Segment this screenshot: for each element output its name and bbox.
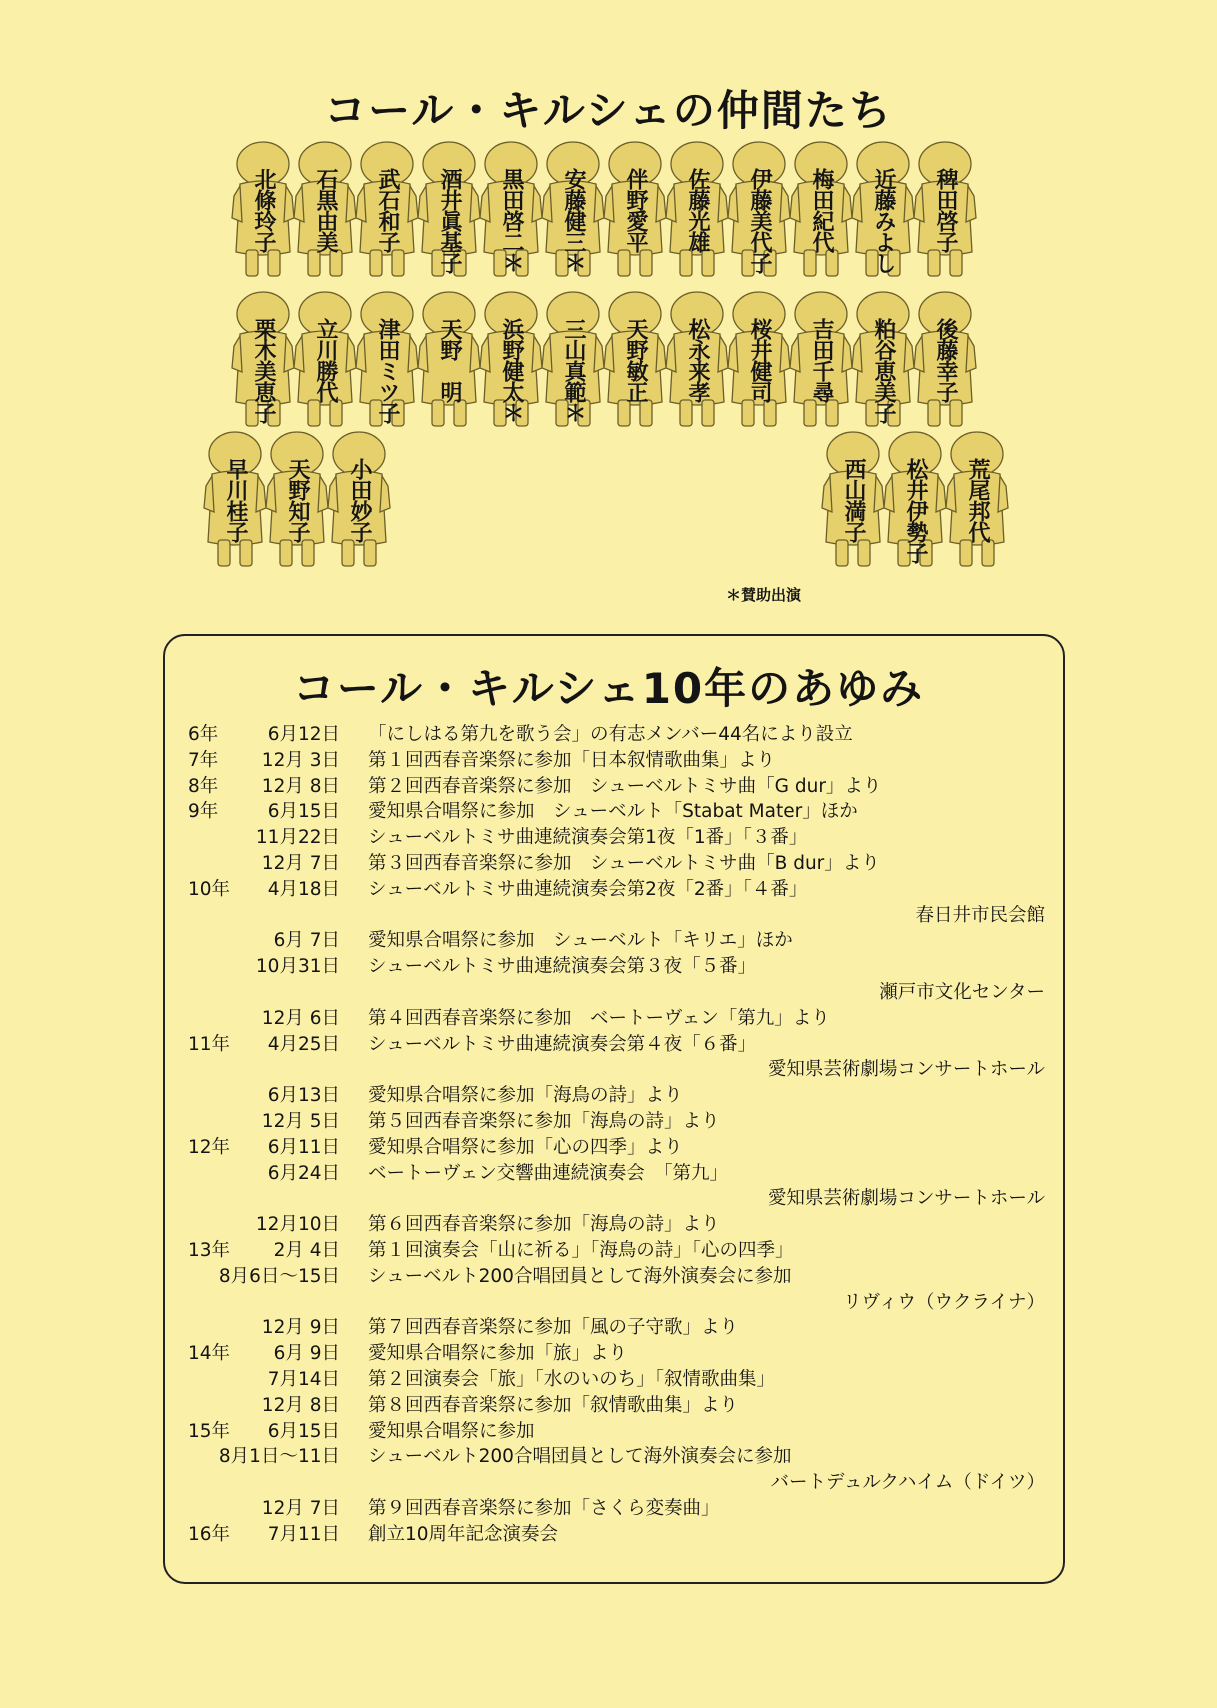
history-event: 愛知県合唱祭に参加「心の四季」より [368, 1136, 683, 1158]
history-date: 6月15日 [267, 1420, 340, 1442]
history-row [0, 1419, 1217, 1445]
history-event: 第８回西春音楽祭に参加「叙情歌曲集」より [368, 1394, 739, 1416]
history-date: 6月11日 [267, 1136, 340, 1158]
history-event: 創立10周年記念演奏会 [368, 1523, 559, 1545]
history-date: 12月 6日 [261, 1007, 340, 1029]
history-row [0, 1186, 1217, 1212]
history-title: コール・キルシェ10年のあゆみ [292, 664, 925, 713]
history-date: 6月 7日 [273, 930, 340, 952]
member-figure [664, 140, 730, 280]
member-figure [202, 430, 268, 570]
history-location: 瀬戸市文化センター [879, 982, 1045, 1003]
member-figure [478, 290, 544, 430]
member-figure [912, 290, 978, 430]
history-row [0, 980, 1217, 1006]
history-row [0, 928, 1217, 954]
history-location: 愛知県芸術劇場コンサートホール [767, 1188, 1045, 1210]
history-event: 第５回西春音楽祭に参加「海鳥の詩」より [368, 1111, 720, 1132]
member-figure [292, 140, 358, 280]
member-name: 梅田紀代 [809, 168, 834, 252]
members-illustration [200, 130, 1050, 610]
member-name: 三山真範＊ [561, 318, 586, 423]
member-name: 安藤健三＊ [561, 168, 586, 273]
history-event: シューベルトミサ曲連続演奏会第2夜「2番」「４番」 [368, 878, 808, 900]
member-name: 酒井眞基子 [437, 168, 462, 273]
history-date: 4月25日 [267, 1033, 340, 1055]
history-row [0, 1367, 1217, 1393]
member-name: 伴野愛平 [623, 168, 648, 252]
history-year: 16年 [188, 1523, 231, 1545]
history-year: 6年 [188, 724, 219, 745]
history-row [0, 722, 1217, 748]
member-figure [850, 140, 916, 280]
member-name: 松井伊勢子 [903, 458, 928, 563]
history-event: シューベルトミサ曲連続演奏会第４夜「６番」 [368, 1033, 757, 1055]
history-date: 12月 3日 [261, 749, 340, 771]
history-event: 第１回西春音楽祭に参加「日本叙情歌曲集」より [368, 749, 776, 771]
history-event: シューベルト200合唱団員として海外演奏会に参加 [368, 1265, 792, 1287]
history-row [0, 1444, 1217, 1470]
history-row [0, 1393, 1217, 1419]
member-figure [292, 290, 358, 430]
member-figure [540, 140, 606, 280]
member-figure [912, 140, 978, 280]
history-date: 6月 9日 [273, 1343, 340, 1365]
history-year: 11年 [188, 1033, 231, 1055]
member-name: 近藤みよし [871, 168, 896, 273]
history-row [0, 1290, 1217, 1316]
member-figure [726, 140, 792, 280]
member-name: 伊藤美代子 [747, 168, 772, 273]
history-row [0, 1522, 1217, 1548]
member-figure [882, 430, 948, 570]
member-figure [602, 140, 668, 280]
member-figure [416, 140, 482, 280]
member-name: 西山満子 [841, 458, 866, 542]
member-name: 稗田啓子 [933, 168, 958, 252]
history-event: ベートーヴェン交響曲連続演奏会 「第九」 [368, 1162, 729, 1184]
history-event: 第７回西春音楽祭に参加「風の子守歌」より [368, 1317, 739, 1339]
history-row [0, 877, 1217, 903]
history-row [0, 1315, 1217, 1341]
history-row [0, 851, 1217, 877]
member-figure [230, 140, 296, 280]
history-year: 9年 [188, 801, 219, 823]
history-row [0, 1006, 1217, 1032]
history-event: シューベルトミサ曲連続演奏会第1夜「1番」「３番」 [368, 827, 808, 849]
member-figure [540, 290, 606, 430]
member-figure [788, 140, 854, 280]
member-name: 天野敏正 [623, 318, 648, 402]
history-year: 12年 [188, 1136, 231, 1158]
history-row [0, 1496, 1217, 1522]
member-name: 早川桂子 [223, 458, 248, 542]
member-name: 小田妙子 [347, 458, 372, 542]
member-figure [264, 430, 330, 570]
history-date: 4月18日 [267, 878, 340, 900]
history-event: シューベルト200合唱団員として海外演奏会に参加 [368, 1446, 792, 1468]
history-event: 愛知県合唱祭に参加「海鳥の詩」より [368, 1085, 683, 1107]
history-row [0, 799, 1217, 825]
history-row [0, 1264, 1217, 1290]
member-name: 佐藤光雄 [685, 168, 710, 252]
member-name: 後藤幸子 [933, 318, 958, 402]
history-event: 愛知県合唱祭に参加 [368, 1420, 535, 1442]
member-name: 松永来孝 [685, 318, 710, 402]
history-event: 第１回演奏会「山に祈る」「海鳥の詩」「心の四季」 [368, 1240, 794, 1261]
member-name: 立川勝代 [313, 318, 338, 402]
history-event: 第２回西春音楽祭に参加 シューベルトミサ曲「G dur」より [368, 775, 882, 797]
history-row [0, 774, 1217, 800]
history-row [0, 1032, 1217, 1058]
history-year: 7年 [188, 749, 219, 771]
history-date: 10月31日 [255, 956, 340, 978]
history-date: 11月22日 [255, 827, 340, 849]
history-event: 愛知県合唱祭に参加 シューベルト「Stabat Mater」ほか [368, 801, 858, 823]
member-name: 桜井健司 [747, 318, 772, 402]
history-row [0, 825, 1217, 851]
history-date: 7月11日 [267, 1523, 340, 1545]
history-year: 15年 [188, 1420, 231, 1442]
history-year: 10年 [188, 878, 231, 900]
member-figure [726, 290, 792, 430]
history-date: 12月10日 [255, 1214, 340, 1236]
history-location: リヴィウ（ウクライナ） [843, 1291, 1045, 1313]
history-event: シューベルトミサ曲連続演奏会第３夜「５番」 [368, 956, 757, 978]
member-figure [820, 430, 886, 570]
history-row [0, 954, 1217, 980]
history-date: 8月6日～15日 [218, 1265, 340, 1287]
member-name: 吉田千尋 [809, 318, 834, 402]
history-event: 第２回演奏会「旅」「水のいのち」「叙情歌曲集」 [368, 1369, 776, 1390]
history-row [0, 1341, 1217, 1367]
history-date: 12月 7日 [261, 1498, 340, 1519]
member-name: 天野 明 [437, 318, 462, 402]
member-figure [478, 140, 544, 280]
member-figure [664, 290, 730, 430]
guest-footnote: ＊賛助出演 [726, 586, 802, 604]
history-row [0, 1109, 1217, 1135]
history-event: 「にしはる第九を歌う会」の有志メンバー44名により設立 [368, 724, 853, 745]
member-name: 武石和子 [375, 168, 400, 252]
history-row [0, 1083, 1217, 1109]
history-date: 6月12日 [267, 724, 340, 745]
history-date: 12月 9日 [261, 1317, 340, 1339]
member-name: 石黒由美 [313, 168, 338, 252]
history-row [0, 1135, 1217, 1161]
member-name: 北條玲子 [251, 168, 276, 252]
member-name: 栗木美恵子 [251, 318, 276, 423]
member-name: 荒尾邦代 [965, 458, 990, 542]
history-event: 第９回西春音楽祭に参加「さくら変奏曲」 [368, 1498, 720, 1519]
history-event: 第４回西春音楽祭に参加 ベートーヴェン「第九」より [368, 1007, 830, 1029]
history-date: 2月 4日 [273, 1240, 340, 1261]
member-figure [416, 290, 482, 430]
history-location: 愛知県芸術劇場コンサートホール [767, 1059, 1045, 1081]
history-location: バートデュルクハイム（ドイツ） [770, 1472, 1045, 1494]
member-name: 津田ミツ子 [375, 318, 400, 423]
member-name: 天野知子 [285, 458, 310, 542]
history-location: 春日井市民会館 [915, 904, 1045, 926]
history-date: 6月13日 [267, 1085, 340, 1107]
history-event: 愛知県合唱祭に参加 シューベルト「キリエ」ほか [368, 930, 793, 952]
members-title: コール・キルシェの仲間たち [324, 86, 893, 135]
history-event: 愛知県合唱祭に参加「旅」より [368, 1343, 628, 1365]
history-date: 7月14日 [267, 1369, 340, 1390]
history-date: 12月 7日 [261, 853, 340, 874]
member-figure [944, 430, 1010, 570]
member-figure [326, 430, 392, 570]
history-row [0, 1057, 1217, 1083]
member-figure [602, 290, 668, 430]
history-event: 第３回西春音楽祭に参加 シューベルトミサ曲「B dur」より [368, 853, 880, 874]
member-name: 粕谷恵美子 [871, 318, 896, 423]
history-date: 8月1日～11日 [218, 1446, 340, 1468]
history-event: 第６回西春音楽祭に参加「海鳥の詩」より [368, 1214, 720, 1236]
history-row [0, 1161, 1217, 1187]
history-row [0, 1470, 1217, 1496]
member-figure [230, 290, 296, 430]
member-figure [354, 290, 420, 430]
history-date: 12月 5日 [261, 1111, 340, 1132]
member-name: 浜野健太＊ [499, 318, 524, 423]
history-year: 8年 [188, 775, 219, 797]
history-date: 6月15日 [267, 801, 340, 823]
history-row [0, 903, 1217, 929]
member-figure [850, 290, 916, 430]
history-row [0, 1212, 1217, 1238]
history-row [0, 1238, 1217, 1264]
history-date: 6月24日 [267, 1162, 340, 1184]
history-date: 12月 8日 [261, 1394, 340, 1416]
history-row [0, 748, 1217, 774]
member-figure [788, 290, 854, 430]
member-figure [354, 140, 420, 280]
history-date: 12月 8日 [261, 775, 340, 797]
history-year: 13年 [188, 1240, 231, 1261]
history-year: 14年 [188, 1343, 231, 1365]
member-name: 黒田啓二＊ [499, 168, 524, 273]
